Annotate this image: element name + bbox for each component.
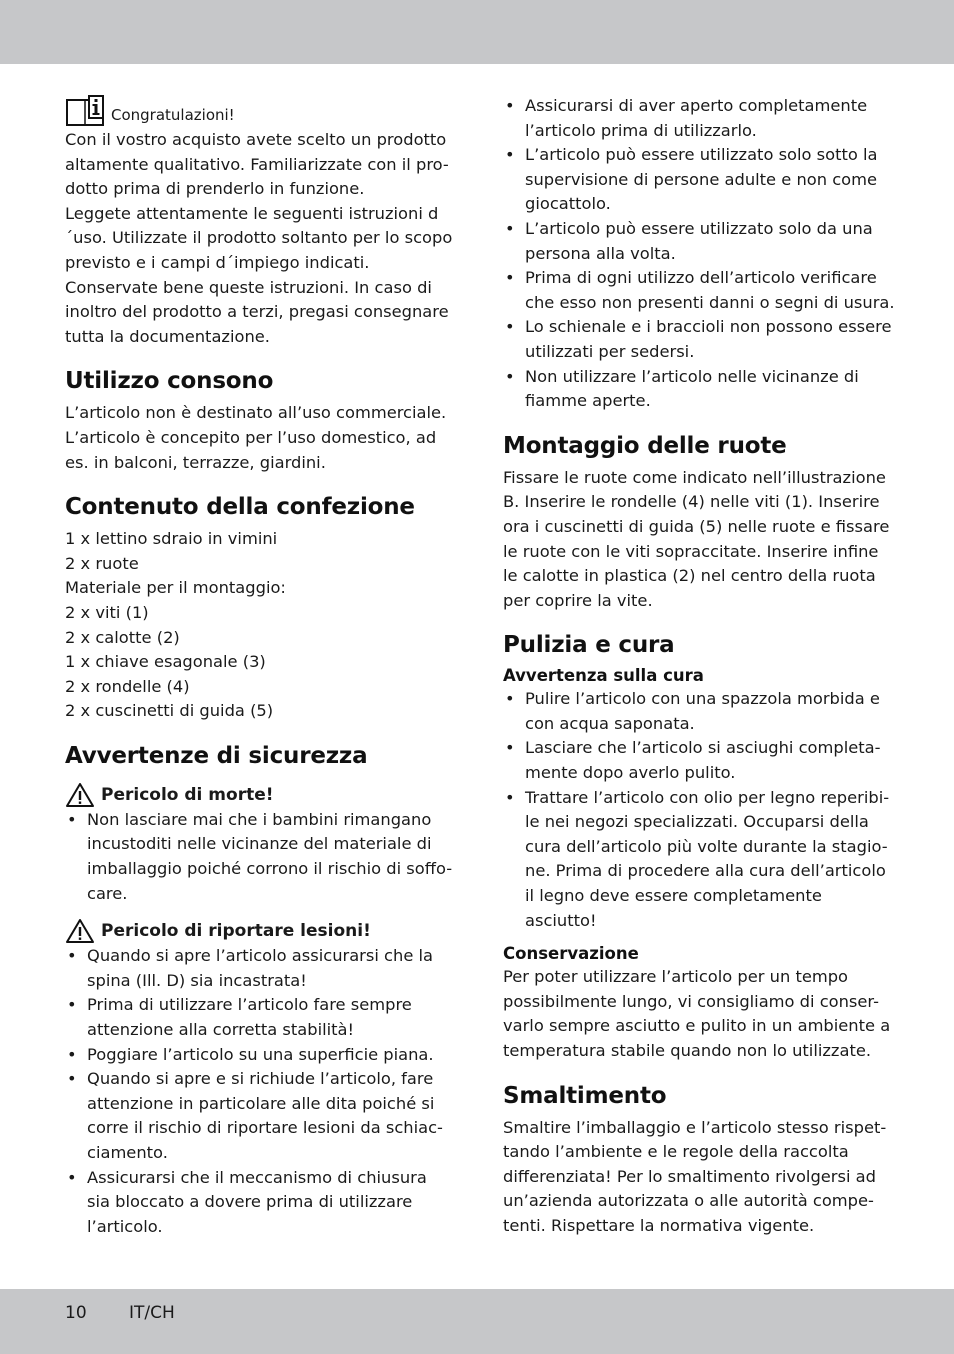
intro-heading: Congratulazioni! <box>111 106 235 125</box>
list-item: • Trattare l’articolo con olio per legno reperibi-le nei negozi specializzati. Occuparsi della cura dell’articolo più volte durante la stagio-ne. Prima di procedere alla cura dell’articolo il legno deve essere completamente asciutto! <box>503 786 895 934</box>
contenuto-line: 2 x ruote <box>65 553 139 573</box>
warning-label-1: Pericolo di morte! <box>101 784 274 805</box>
warning-triangle-icon <box>65 918 95 944</box>
list-item: • Non utilizzare l’articolo nelle vicinanze di fiamme aperte. <box>503 365 895 414</box>
intro-paragraph-1: Con il vostro acquisto avete scelto un prodotto altamente qualitativo. Familiarizzate con il pro-dotto prima di prenderlo in funzione. <box>65 130 449 199</box>
contenuto-line: 1 x chiave esagonale (3) <box>65 652 266 672</box>
list-item: • Poggiare l’articolo su una superficie piana. <box>65 1043 453 1068</box>
list-item: • Non lasciare mai che i bambini rimangano incustoditi nelle vicinanze del materiale di imballaggio poiché corrono il rischio di soffo-care. <box>65 808 453 906</box>
list-item: • L’articolo può essere utilizzato solo da una persona alla volta. <box>503 217 895 266</box>
list-item: • Assicurarsi che il meccanismo di chiusura sia bloccato a dovere prima di utilizzare l’articolo. <box>65 1166 453 1240</box>
utilizzo-text: L’articolo non è destinato all’uso commerciale. L’articolo è concepito per l’uso domestico, ad es. in balconi, terrazze, giardini. <box>65 403 447 472</box>
warning-list-2-continued <box>503 94 895 414</box>
left-column <box>65 94 453 1239</box>
contenuto-line: 2 x viti (1) <box>65 602 149 622</box>
contenuto-line: Materiale per il montaggio: <box>65 578 286 598</box>
right-column <box>503 94 895 1239</box>
sicurezza-title: Avvertenze di sicurezza <box>65 742 368 769</box>
warning-heading-2 <box>65 918 453 944</box>
contenuto-title: Contenuto della confezione <box>65 494 415 521</box>
contenuto-line: 2 x cuscinetti di guida (5) <box>65 701 274 721</box>
smaltimento-title: Smaltimento <box>503 1082 667 1109</box>
warning-list-2 <box>65 944 453 1239</box>
montaggio-title: Montaggio delle ruote <box>503 432 787 459</box>
montaggio-text: Fissare le ruote come indicato nell’illustrazione B. Inserire le rondelle (4) nelle viti (1). Inserire ora i cuscinetti di guida (5) nelle ruote e fissare le ruote con le viti sopraccitate. Inserire infine le calotte in plastica (2) nel centro della ruota per coprire la vite. <box>503 467 890 610</box>
page-number: 10 <box>65 1303 87 1323</box>
header-bar <box>0 0 954 64</box>
pulizia-list <box>503 687 895 933</box>
warning-label-2: Pericolo di riportare lesioni! <box>101 921 371 942</box>
list-item: • Lo schienale e i braccioli non possono essere utilizzati per sedersi. <box>503 315 895 364</box>
list-item: • Prima di ogni utilizzo dell’articolo verificare che esso non presenti danni o segni di usura. <box>503 266 895 315</box>
list-item: • Quando si apre l’articolo assicurarsi che la spina (Ill. D) sia incastrata! <box>65 944 453 993</box>
contenuto-line: 1 x lettino sdraio in vimini <box>65 529 278 549</box>
utilizzo-title: Utilizzo consono <box>65 368 274 395</box>
list-item: • L’articolo può essere utilizzato solo sotto la supervisione di persone adulte e non come giocattolo. <box>503 143 895 217</box>
language-code: IT/CH <box>129 1303 175 1323</box>
warning-heading-1 <box>65 782 453 808</box>
contenuto-list <box>65 527 453 724</box>
warning-list-1 <box>65 808 453 906</box>
smaltimento-text: Smaltire l’imballaggio e l’articolo stesso rispet-tando l’ambiente e le regole della raccolta differenziata! Per lo smaltimento rivolgersi ad un’azienda autorizzata o alle autorità compe-tenti. Rispettare la normativa vigente. <box>503 1117 887 1235</box>
contenuto-line: 2 x rondelle (4) <box>65 676 190 696</box>
pulizia-title: Pulizia e cura <box>503 632 675 659</box>
pulizia-subtitle-cura: Avvertenza sulla cura <box>503 666 704 686</box>
intro-heading-row <box>65 94 453 128</box>
pulizia-subtitle-conservazione: Conservazione <box>503 944 639 964</box>
contenuto-line: 2 x calotte (2) <box>65 627 180 647</box>
list-item: • Lasciare che l’articolo si asciughi completa-mente dopo averlo pulito. <box>503 736 895 785</box>
info-book-icon <box>65 94 105 128</box>
list-item: • Assicurarsi di aver aperto completamente l’articolo prima di utilizzarlo. <box>503 94 895 143</box>
conservazione-text: Per poter utilizzare l’articolo per un tempo possibilmente lungo, vi consigliamo di conser-varlo sempre asciutto e pulito in un ambiente a temperatura stabile quando non lo utilizzate. <box>503 967 891 1060</box>
list-item: • Pulire l’articolo con una spazzola morbida e con acqua saponata. <box>503 687 895 736</box>
list-item: • Quando si apre e si richiude l’articolo, fare attenzione in particolare alle dita poiché si corre il rischio di riportare lesioni da schiac-ciamento. <box>65 1067 453 1165</box>
warning-triangle-icon <box>65 782 95 808</box>
intro-paragraph-2: Leggete attentamente le seguenti istruzioni d´uso. Utilizzate il prodotto soltanto per lo scopo previsto e i campi d´impiego indicati. Conservate bene queste istruzioni. In caso di inoltro del prodotto a terzi, pregasi consegnare tutta la documentazione. <box>65 203 453 346</box>
list-item: • Prima di utilizzare l’articolo fare sempre attenzione alla corretta stabilità! <box>65 993 453 1042</box>
